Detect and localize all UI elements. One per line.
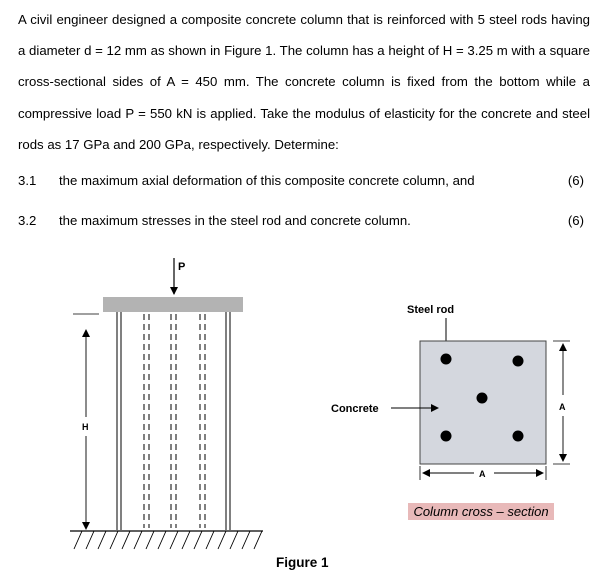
cap-plate: [103, 297, 243, 312]
cross-section-caption: Column cross – section: [408, 503, 554, 520]
figure-title: Figure 1: [276, 555, 329, 570]
question-marks: (6): [567, 213, 584, 228]
rod-top-right: [513, 356, 524, 367]
question-marks: (6): [567, 173, 584, 188]
rod-center: [477, 393, 488, 404]
question-number: 3.2: [18, 213, 37, 228]
problem-statement: A civil engineer designed a composite concrete column that is reinforced with 5 steel rods having a diameter d = 12 mm as shown in Figure 1. The column has a height of H = 3.25 m with a square cross-sectional sides of A = 450 mm. The concrete column is fixed from the bottom while a compressive load P = 550 kN is applied. Take the modulus of elasticity for the concrete and steel rods as 17 GPa and 200 GPa, respectively. Determine:: [18, 12, 590, 152]
question-number: 3.1: [18, 173, 37, 188]
steel-rod-label: Steel rod: [407, 304, 455, 316]
side-label-bottom: A: [479, 469, 486, 479]
ground-hatching: [74, 531, 262, 549]
cross-section: [331, 304, 570, 480]
concrete-label: Concrete: [331, 403, 379, 415]
steel-rods-elevation: [144, 314, 205, 528]
column-elevation: [70, 258, 263, 549]
rod-bottom-left: [441, 431, 452, 442]
rod-bottom-right: [513, 431, 524, 442]
rod-top-left: [441, 354, 452, 365]
height-label: H: [82, 422, 89, 432]
load-label: P: [178, 261, 186, 273]
column-body: [117, 312, 230, 530]
question-text: the maximum stresses in the steel rod and concrete column.: [59, 213, 411, 228]
side-label-right: A: [559, 402, 566, 412]
question-text: the maximum axial deformation of this composite concrete column, and: [59, 173, 475, 188]
